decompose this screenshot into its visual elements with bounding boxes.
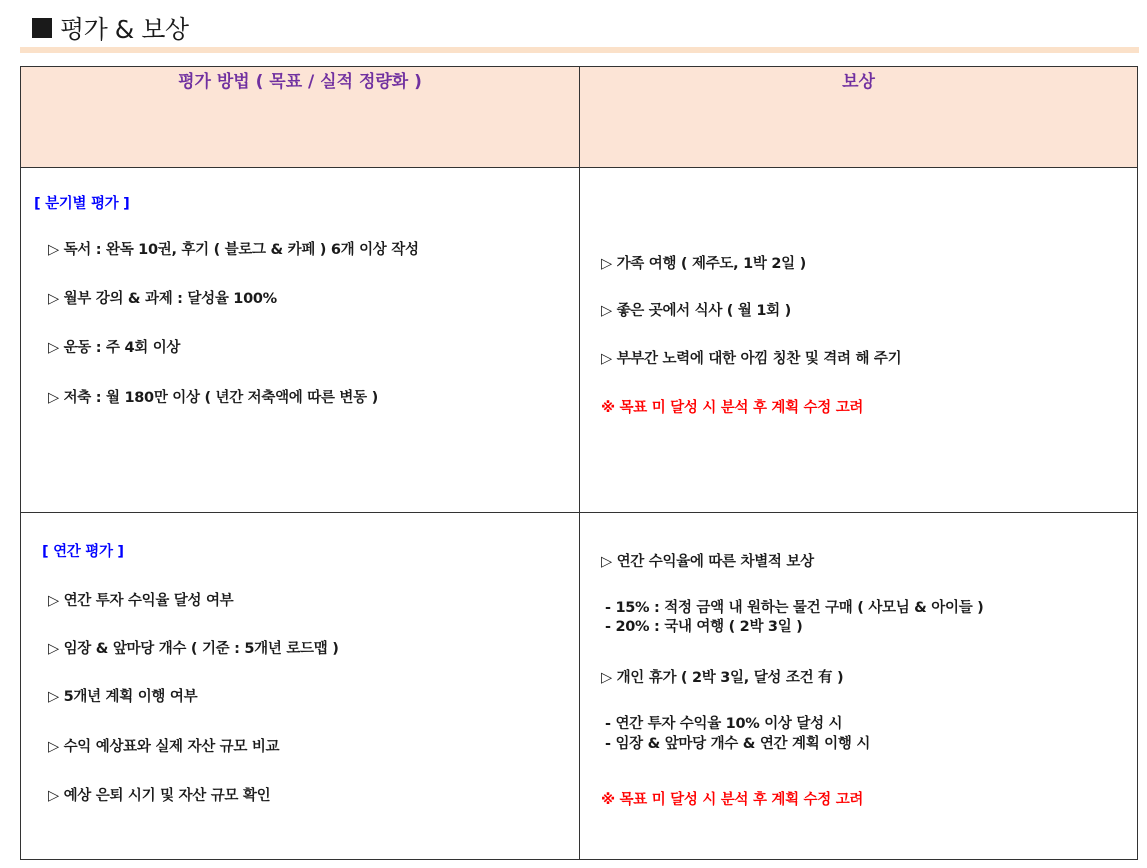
section-title-text: 평가 & 보상: [60, 15, 189, 44]
annual-label: [ 연간 평가 ]: [42, 544, 124, 560]
annual-reward-detail: - 연간 투자 수익율 10% 이상 달성 시: [605, 716, 843, 732]
quarterly-criterion: ▷ 운동 : 주 4회 이상: [48, 340, 181, 356]
quarterly-reward: ▷ 가족 여행 ( 제주도, 1박 2일 ): [601, 256, 806, 272]
quarterly-row: [21, 168, 1138, 513]
section-title: [32, 10, 189, 46]
quarterly-criterion: ▷ 독서 : 완독 10권, 후기 ( 블로그 & 카페 ) 6개 이상 작성: [48, 242, 419, 258]
quarterly-criterion: ▷ 월부 강의 & 과제 : 달성율 100%: [48, 291, 277, 307]
header-reward: 보상: [580, 67, 1138, 168]
table-header-row: [21, 67, 1138, 168]
annual-reward: ▷ 연간 수익율에 따른 차별적 보상: [601, 554, 814, 570]
annual-criteria-cell: [21, 513, 580, 860]
quarterly-note: ※ 목표 미 달성 시 분석 후 계획 수정 고려: [601, 400, 864, 416]
title-underline: [20, 47, 1139, 53]
annual-row: [21, 513, 1138, 860]
quarterly-reward: ▷ 부부간 노력에 대한 아낌 칭찬 및 격려 해 주기: [601, 351, 902, 367]
quarterly-label: [ 분기별 평가 ]: [34, 196, 130, 212]
annual-reward-detail: - 20% : 국내 여행 ( 2박 3일 ): [605, 619, 803, 635]
header-evaluation-method: 평가 방법 ( 목표 / 실적 정량화 ): [21, 67, 580, 168]
annual-criterion: ▷ 예상 은퇴 시기 및 자산 규모 확인: [48, 788, 271, 804]
square-bullet-icon: [32, 18, 52, 38]
quarterly-criteria-cell: [21, 168, 580, 513]
annual-reward-detail: - 15% : 적정 금액 내 원하는 물건 구매 ( 사모님 & 아이들 ): [605, 600, 984, 616]
evaluation-reward-table: [20, 66, 1138, 860]
annual-criterion: ▷ 수익 예상표와 실제 자산 규모 비교: [48, 739, 280, 755]
quarterly-reward-cell: [580, 168, 1138, 513]
quarterly-criterion: ▷ 저축 : 월 180만 이상 ( 년간 저축액에 따른 변동 ): [48, 390, 378, 406]
annual-reward-detail: - 임장 & 앞마당 개수 & 연간 계획 이행 시: [605, 736, 871, 752]
annual-reward: ▷ 개인 휴가 ( 2박 3일, 달성 조건 有 ): [601, 670, 844, 686]
annual-note: ※ 목표 미 달성 시 분석 후 계획 수정 고려: [601, 792, 864, 808]
annual-reward-cell: [580, 513, 1138, 860]
quarterly-reward: ▷ 좋은 곳에서 식사 ( 월 1회 ): [601, 303, 791, 319]
annual-criterion: ▷ 연간 투자 수익율 달성 여부: [48, 593, 234, 609]
annual-criterion: ▷ 임장 & 앞마당 개수 ( 기준 : 5개년 로드맵 ): [48, 641, 339, 657]
annual-criterion: ▷ 5개년 계획 이행 여부: [48, 689, 198, 705]
